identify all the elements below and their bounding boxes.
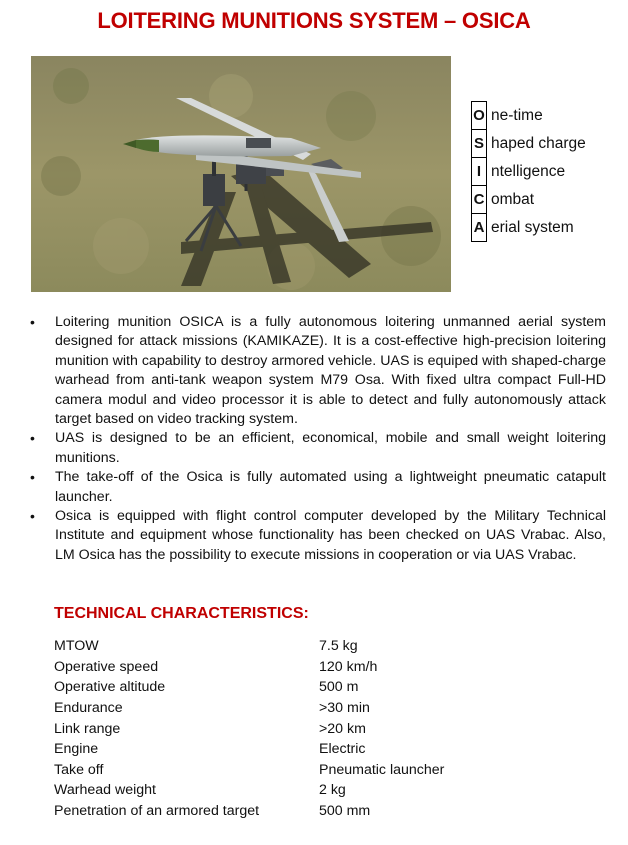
bullet-icon: • bbox=[30, 508, 35, 525]
acronym-row bbox=[472, 186, 587, 214]
bullet-icon: • bbox=[30, 469, 35, 486]
spec-label: Penetration of an armored target bbox=[54, 803, 260, 820]
spec-label: Take off bbox=[54, 761, 104, 778]
spec-value: >30 min bbox=[319, 700, 370, 717]
list-item-text: UAS is designed to be an efficient, economical, mobile and small weight loitering munitions. bbox=[55, 430, 606, 466]
table-row bbox=[54, 657, 444, 678]
acronym-word: erial system bbox=[491, 218, 574, 236]
acronym-word: ntelligence bbox=[491, 162, 566, 180]
spec-value: 7.5 kg bbox=[319, 638, 358, 655]
description-list bbox=[26, 313, 606, 565]
spec-value: 500 mm bbox=[319, 803, 371, 820]
spec-label: Warhead weight bbox=[54, 782, 156, 799]
list-item bbox=[26, 468, 606, 507]
drone-photo bbox=[31, 56, 451, 292]
list-item-text: The take-off of the Osica is fully automated using a lightweight pneumatic catapult launcher. bbox=[55, 469, 606, 505]
table-row bbox=[54, 698, 444, 719]
bullet-icon: • bbox=[30, 430, 35, 447]
table-row bbox=[54, 718, 444, 739]
spec-label: Operative speed bbox=[54, 658, 159, 675]
table-row bbox=[54, 760, 444, 781]
acronym-letter: S bbox=[472, 130, 487, 158]
spec-value: 500 m bbox=[319, 679, 359, 696]
acronym-row bbox=[472, 158, 587, 186]
bullet-icon: • bbox=[30, 314, 35, 330]
technical-characteristics-heading: TECHNICAL CHARACTERISTICS: bbox=[54, 605, 309, 622]
page-title: LOITERING MUNITIONS SYSTEM – OSICA bbox=[97, 8, 531, 33]
acronym-row bbox=[472, 214, 587, 242]
acronym-letter: I bbox=[472, 158, 487, 186]
table-row bbox=[54, 739, 444, 760]
acronym-table bbox=[471, 101, 587, 242]
acronym-row bbox=[472, 130, 587, 158]
spec-label: Engine bbox=[54, 741, 99, 758]
table-row bbox=[54, 780, 444, 801]
acronym-letter: O bbox=[472, 102, 487, 130]
acronym-row bbox=[472, 102, 587, 130]
table-row bbox=[54, 636, 444, 657]
acronym-word: ne-time bbox=[491, 106, 543, 124]
acronym-letter: A bbox=[472, 214, 487, 242]
spec-value: >20 km bbox=[319, 720, 366, 737]
acronym-word: ombat bbox=[491, 190, 535, 208]
spec-value: Pneumatic launcher bbox=[319, 761, 445, 778]
spec-label: Operative altitude bbox=[54, 679, 166, 696]
spec-value: 120 km/h bbox=[319, 658, 378, 675]
spec-value: Electric bbox=[319, 741, 366, 758]
table-row bbox=[54, 801, 444, 822]
list-item bbox=[26, 313, 606, 429]
spec-label: Endurance bbox=[54, 700, 123, 717]
table-row bbox=[54, 677, 444, 698]
specs-table bbox=[54, 636, 444, 821]
list-item-text: Osica is equipped with flight control computer developed by the Military Technical Institute and equipment whose functionality has been checked on UAS Vrabac. Also, LM Osica has the possibility to execute missions in cooperation or via UAS Vrabac. bbox=[55, 508, 606, 563]
spec-label: MTOW bbox=[54, 638, 99, 655]
acronym-letter: C bbox=[472, 186, 487, 214]
acronym-word: haped charge bbox=[491, 134, 586, 152]
list-item bbox=[26, 429, 606, 468]
spec-label: Link range bbox=[54, 720, 121, 737]
list-item-text: Loitering munition OSICA is a fully autonomous loitering unmanned aerial system designed for attack missions (KAMIKAZE). It is a cost-effective high-precision loitering munition with capability to destroy armored vehicle. UAS is equiped with shaped-charge warhead from anti-tank weapon system M79 Osa. With fixed ultra compact Full-HD camera modul and video processor it is able to detect and fully autonomously attack target based on video tracking system. bbox=[55, 314, 606, 428]
list-item bbox=[26, 507, 606, 565]
spec-value: 2 kg bbox=[319, 782, 346, 799]
